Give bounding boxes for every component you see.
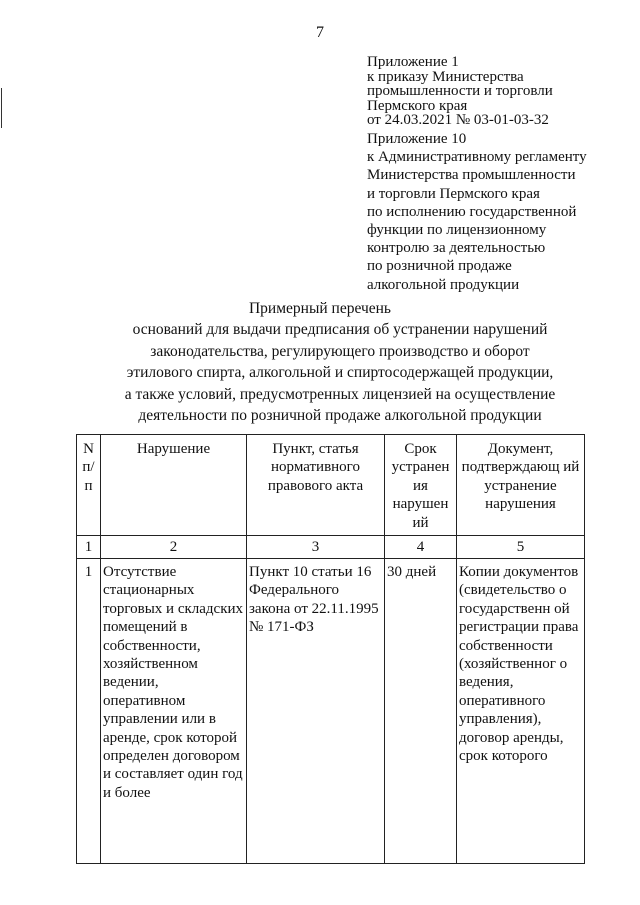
- deadline-cell: 30 дней: [385, 559, 457, 864]
- column-number-cell: 4: [385, 536, 457, 559]
- document-cell: Копии документов (свидетельство о государственн ой регистрации права собственности (хозяйственног о ведения, оперативного управления), договор аренды, срок которого: [457, 559, 585, 864]
- appendix-1-line: Приложение 1: [367, 54, 459, 70]
- appendix-1-line: Пермского края: [367, 97, 468, 114]
- document-title: Примерный перечень: [248, 300, 391, 317]
- appendix-10-block: [367, 130, 587, 294]
- appendix-10-line: контролю за деятельностью: [367, 240, 546, 257]
- appendix-1-line: к приказу Министерства: [367, 68, 524, 85]
- appendix-10-line: и торговли Пермского края: [367, 185, 540, 202]
- appendix-10-line: к Административному регламенту: [367, 149, 587, 166]
- left-margin-line: [1, 88, 2, 128]
- table-row: [77, 559, 585, 864]
- page-number: 7: [316, 24, 324, 41]
- header-cell-violation: Нарушение: [101, 435, 247, 536]
- appendix-1-block: [367, 55, 553, 128]
- subtitle-line: законодательства, регулирующего производство и оборот: [150, 342, 530, 360]
- row-number-cell: 1: [77, 559, 101, 864]
- subtitle-line: оснований для выдачи предписания об устранении нарушений: [132, 321, 548, 338]
- appendix-10-line: функции по лицензионному: [367, 222, 547, 239]
- appendix-10-line: Приложение 10: [367, 131, 467, 147]
- appendix-1-line: промышленности и торговли: [367, 83, 553, 99]
- column-number-row: [77, 536, 585, 559]
- subtitle-line: а также условий, предусмотренных лицензией на осуществление: [124, 385, 556, 403]
- header-cell-number: N п/ п: [77, 435, 101, 536]
- violations-table: [76, 434, 585, 864]
- header-cell-article: Пункт, статья нормативного правового акта: [247, 435, 385, 536]
- header-cell-deadline: Срок устранен ия нарушен ий: [385, 435, 457, 536]
- violation-cell: Отсутствие стационарных торговых и складских помещений в собственности, хозяйственном ведении, оперативном управлении или в аренде, срок которой определен договором и составляет один год и более: [101, 559, 247, 864]
- column-number-cell: 2: [101, 536, 247, 559]
- appendix-10-line: Министерства промышленности: [367, 167, 576, 184]
- column-number-cell: 1: [77, 536, 101, 559]
- header-cell-document: Документ, подтверждающ ий устранение нарушения: [457, 435, 585, 536]
- table-header-row: [77, 435, 585, 536]
- subtitle-line: деятельности по розничной продаже алкогольной продукции: [138, 407, 542, 425]
- appendix-10-line: алкогольной продукции: [367, 276, 520, 293]
- column-number-cell: 3: [247, 536, 385, 559]
- appendix-10-line: по исполнению государственной: [367, 203, 577, 220]
- document-subtitle: [0, 319, 640, 427]
- appendix-1-line: от 24.03.2021 № 03-01-03-32: [367, 112, 549, 128]
- appendix-10-line: по розничной продаже: [367, 258, 512, 275]
- article-cell: Пункт 10 статьи 16 Федерального закона от 22.11.1995 № 171-ФЗ: [247, 559, 385, 864]
- column-number-cell: 5: [457, 536, 585, 559]
- subtitle-line: этилового спирта, алкогольной и спиртосодержащей продукции,: [126, 364, 554, 382]
